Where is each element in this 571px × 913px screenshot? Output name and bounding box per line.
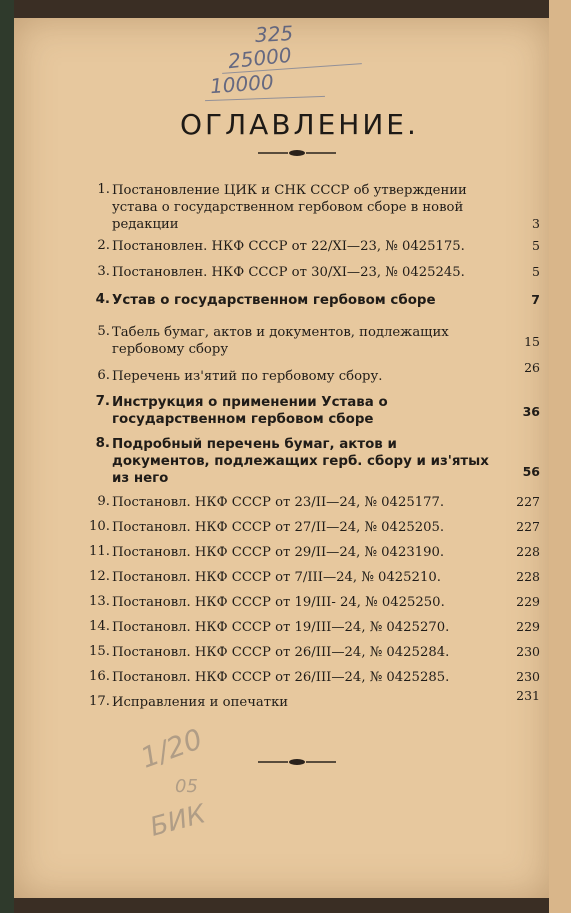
entry-number: 12. <box>89 569 110 584</box>
entry-text: Исправления и опечатки <box>112 695 289 710</box>
entry-text: Постановл. НКФ СССР от 19/III- 24, № 0425250. <box>112 595 445 610</box>
entry-text: Подробный перечень бумаг, актов и документов, подлежащих герб. сбору и из'ятых из него <box>112 437 489 486</box>
entry-number: 11. <box>89 544 110 559</box>
entry-text: Постановл. НКФ СССР от 7/III—24, № 0425210. <box>112 570 441 585</box>
entry-text: Постановлен. НКФ СССР от 30/XI—23, № 0425245. <box>112 265 465 280</box>
book-spine <box>0 0 14 913</box>
entry-number: 3. <box>97 264 110 279</box>
ornament-divider-bottom <box>258 757 336 767</box>
entry-number: 1. <box>97 182 110 197</box>
entry-number: 15. <box>89 644 110 659</box>
pencil-mark-3: БИК <box>147 799 209 843</box>
entry-number: 10. <box>89 519 110 534</box>
entry-page: 230 <box>516 644 540 659</box>
entry-number: 4. <box>95 292 110 307</box>
entry-number: 5. <box>97 324 110 339</box>
entry-page: 3 <box>532 216 540 231</box>
next-page-edge <box>549 0 571 913</box>
handwritten-note-3: 10000 <box>209 69 275 99</box>
toc-entry <box>80 324 540 360</box>
entry-number: 14. <box>89 619 110 634</box>
entry-page: 5 <box>532 238 540 253</box>
entry-number: 7. <box>95 394 110 409</box>
entry-number: 2. <box>97 238 110 253</box>
entry-page: 229 <box>516 619 540 634</box>
entry-page: 36 <box>522 404 540 419</box>
entry-page: 7 <box>531 292 540 307</box>
entry-page: 15 <box>524 334 540 349</box>
toc-entry <box>80 436 540 490</box>
entry-number: 8. <box>95 436 110 451</box>
entry-page: 228 <box>516 569 540 584</box>
entry-text: Постановл. НКФ СССР от 23/II—24, № 0425177. <box>112 495 445 510</box>
toc-entry <box>80 394 540 430</box>
entry-text: Постановлен. НКФ СССР от 22/XI—23, № 0425175. <box>112 239 465 254</box>
ornament-divider-top <box>258 148 336 158</box>
entry-text: Постановл. НКФ СССР от 26/III—24, № 0425285. <box>112 670 450 685</box>
entry-text: Постановление ЦИК и СНК СССР об утверждении устава о государственном гербовом сборе в новой редакции <box>112 183 467 232</box>
entry-page: 230 <box>516 669 540 684</box>
toc-entry <box>80 182 540 236</box>
entry-text: Табель бумаг, актов и документов, подлежащих гербовому сбору <box>112 325 449 357</box>
entry-number: 9. <box>97 494 110 509</box>
entry-page: 26 <box>524 360 540 375</box>
entry-text: Устав о государственном гербовом сборе <box>112 293 436 308</box>
entry-text: Инструкция о применении Устава о государственном гербовом сборе <box>112 395 388 427</box>
entry-text: Постановл. НКФ СССР от 19/III—24, № 0425270. <box>112 620 450 635</box>
entry-text: Постановл. НКФ СССР от 26/III—24, № 0425284. <box>112 645 450 660</box>
pencil-mark-1: 1/20 <box>136 722 207 775</box>
entry-number: 6. <box>97 368 110 383</box>
entry-page: 5 <box>532 264 540 279</box>
entry-page: 229 <box>516 594 540 609</box>
pencil-mark-2: 05 <box>175 776 198 797</box>
entry-page: 228 <box>516 544 540 559</box>
page-title: ОГЛАВЛЕНИЕ. <box>180 108 419 141</box>
entry-text: Перечень из'ятий по гербовому сбору. <box>112 369 383 384</box>
entry-number: 16. <box>89 669 110 684</box>
entry-number: 13. <box>89 594 110 609</box>
entry-text: Постановл. НКФ СССР от 29/II—24, № 0423190. <box>112 545 445 560</box>
entry-page: 227 <box>516 519 540 534</box>
entry-number: 17. <box>89 694 110 709</box>
entry-text: Постановл. НКФ СССР от 27/II—24, № 0425205. <box>112 520 445 535</box>
entry-page: 227 <box>516 494 540 509</box>
entry-page: 56 <box>522 464 540 479</box>
handwritten-note-1: 325 <box>254 21 294 47</box>
handwritten-note-2: 25000 <box>226 42 293 74</box>
entry-page: 231 <box>516 688 540 703</box>
